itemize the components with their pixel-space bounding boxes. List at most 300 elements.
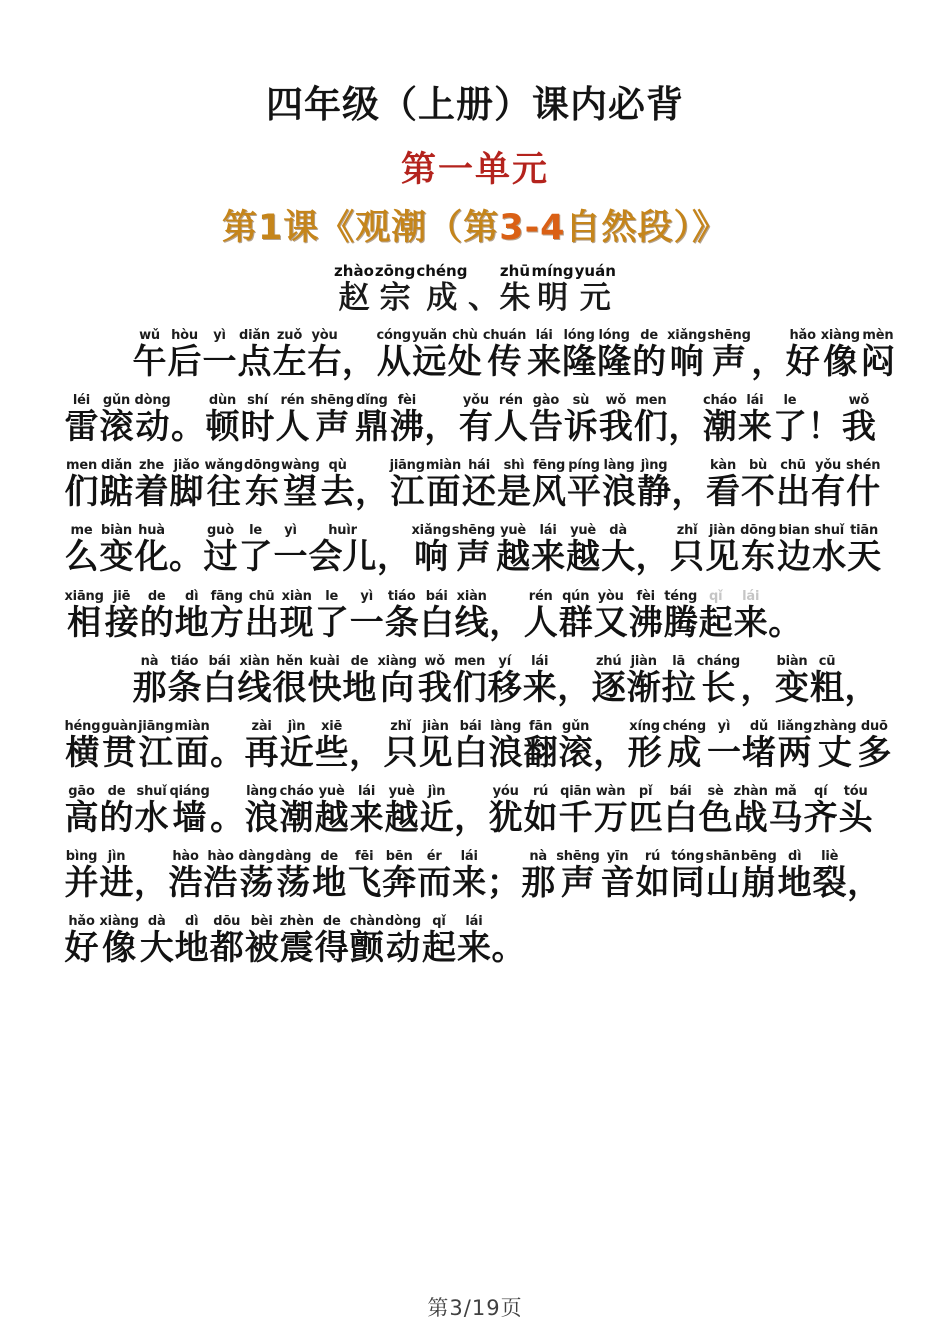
hanzi-with-pinyin: 不bù (741, 458, 776, 513)
hanzi-with-pinyin: 变biàn (99, 523, 134, 578)
pinyin-annotation: qún (558, 588, 593, 604)
hanzi-with-pinyin: 起qǐ (421, 914, 456, 969)
hanzi-with-pinyin: 浪làng (488, 718, 523, 773)
pinyin-annotation: hái (462, 458, 497, 474)
hanzi-with-pinyin: 大dà (601, 523, 636, 578)
hanzi-with-pinyin: 是shì (497, 458, 532, 513)
hanzi-with-pinyin: 有yǒu (458, 393, 493, 448)
pinyin-annotation: shuǐ (134, 783, 169, 799)
hanzi-with-pinyin: 些xiē (314, 718, 349, 773)
hanzi-with-pinyin: 长cháng (696, 653, 740, 708)
punctuation: ， (349, 732, 384, 773)
pinyin-annotation: bian (777, 523, 812, 539)
pinyin-annotation: xiàn (237, 653, 272, 669)
hanzi-with-pinyin: 那nà (521, 848, 556, 903)
hanzi-with-pinyin: 过guò (203, 523, 238, 578)
hanzi-with-pinyin: 踮diǎn (99, 458, 134, 513)
pinyin-annotation: lái (733, 588, 768, 604)
hanzi-with-pinyin: 面miàn (174, 718, 210, 773)
hanzi-with-pinyin: 粗cū (809, 653, 844, 708)
hanzi-with-pinyin: 高gāo (64, 783, 99, 838)
pinyin-annotation: wǒ (598, 393, 633, 409)
pinyin-annotation: dǔ (741, 718, 776, 734)
pinyin-annotation: shēng (556, 848, 600, 864)
punctuation: 。 (171, 407, 205, 448)
hanzi-with-pinyin: 风fēng (532, 458, 567, 513)
pinyin-annotation: gǔn (99, 393, 134, 409)
pinyin-annotation: bái (202, 653, 237, 669)
punctuation: ， (377, 537, 411, 578)
lesson-title-part2: 自然段）》 (565, 208, 729, 248)
hanzi-with-pinyin: 荡dàng (275, 848, 312, 903)
pinyin-annotation: xiāng (64, 588, 104, 604)
pinyin-annotation: tóng (670, 848, 705, 864)
pinyin-annotation: men (64, 458, 99, 474)
pinyin-annotation: liè (812, 848, 847, 864)
pinyin-annotation: rú (523, 783, 558, 799)
hanzi-with-pinyin: 脚jiǎo (169, 458, 204, 513)
hanzi-with-pinyin: 来lái (733, 588, 768, 643)
hanzi-with-pinyin: 颤chàn (349, 914, 384, 969)
pinyin-annotation: ér (417, 848, 452, 864)
pinyin-annotation: shì (497, 458, 532, 474)
pinyin-annotation: xiē (314, 718, 349, 734)
hanzi-with-pinyin: 水shuǐ (134, 783, 169, 838)
hanzi-with-pinyin: 着zhe (134, 458, 169, 513)
hanzi-with-pinyin: 逐zhú (591, 653, 626, 708)
punctuation: ， (489, 602, 524, 643)
hanzi-with-pinyin: 如rú (635, 848, 670, 903)
pinyin-annotation: lái (527, 328, 562, 344)
hanzi-with-pinyin: 相xiāng (64, 588, 104, 643)
pinyin-annotation: fēng (532, 458, 567, 474)
pinyin-annotation: jiǎo (169, 458, 204, 474)
pinyin-annotation: zhàng (813, 718, 857, 734)
pinyin-annotation: de (99, 783, 134, 799)
pinyin-annotation: dì (174, 588, 209, 604)
hanzi-with-pinyin: 看kàn (706, 458, 741, 513)
pinyin-annotation: hào (203, 848, 238, 864)
hanzi-with-pinyin: 再zài (244, 718, 279, 773)
hanzi-with-pinyin: 了le (238, 523, 273, 578)
pinyin-annotation: dà (139, 914, 174, 930)
pinyin-annotation: qù (320, 458, 355, 474)
hanzi-with-pinyin: 东dōng (740, 523, 777, 578)
pinyin-annotation: dōng (244, 458, 281, 474)
hanzi-with-pinyin: 成chéng (662, 718, 706, 773)
pinyin-annotation: zhào (334, 262, 374, 280)
pinyin-annotation: nà (521, 848, 556, 864)
pinyin-annotation: mèn (860, 328, 895, 344)
pinyin-annotation: me (64, 523, 99, 539)
hanzi-with-pinyin: 滚gǔn (558, 718, 593, 773)
hanzi-with-pinyin: 音yīn (600, 848, 635, 903)
pinyin-annotation: rú (635, 848, 670, 864)
hanzi-with-pinyin: 闷mèn (860, 328, 895, 383)
hanzi-with-pinyin: 右yòu (307, 328, 342, 383)
hanzi-with-pinyin: 天tiān (847, 523, 882, 578)
pinyin-annotation: hòu (167, 328, 202, 344)
hanzi-with-pinyin: 我wǒ (417, 653, 452, 708)
hanzi-with-pinyin: 地dì (174, 588, 209, 643)
pinyin-annotation: shēng (707, 328, 751, 344)
hanzi-with-pinyin: 远yuǎn (411, 328, 447, 383)
pinyin-annotation: de (632, 328, 667, 344)
hanzi-with-pinyin: 白bái (663, 783, 698, 838)
hanzi-with-pinyin: 向xiàng (377, 653, 417, 708)
pinyin-annotation: duō (857, 718, 892, 734)
pinyin-annotation: fān (523, 718, 558, 734)
hanzi-with-pinyin: 人rén (523, 588, 558, 643)
pinyin-annotation: bái (453, 718, 488, 734)
pinyin-annotation: jìn (99, 848, 134, 864)
hanzi-with-pinyin: 成chéng (416, 262, 468, 316)
hanzi-with-pinyin: 声shēng (310, 393, 354, 448)
pinyin-annotation: làng (602, 458, 637, 474)
hanzi-with-pinyin: 多duō (857, 718, 892, 773)
paragraph (64, 653, 892, 969)
hanzi-with-pinyin: 顿dùn (205, 393, 240, 448)
pinyin-annotation: qiáng (169, 783, 210, 799)
hanzi-with-pinyin: 被bèi (244, 914, 279, 969)
hanzi-with-pinyin: 动dòng (384, 914, 421, 969)
hanzi-with-pinyin: 同tóng (670, 848, 705, 903)
hanzi-with-pinyin: 越yuè (384, 783, 419, 838)
pinyin-annotation: dì (777, 848, 812, 864)
pinyin-annotation: chù (447, 328, 482, 344)
hanzi-with-pinyin: 群qún (558, 588, 593, 643)
hanzi-with-pinyin: 沸fèi (628, 588, 663, 643)
pinyin-annotation: miàn (425, 458, 462, 474)
hanzi-with-pinyin: 江jiāng (138, 718, 174, 773)
hanzi-with-pinyin: 告gào (528, 393, 563, 448)
hanzi-with-pinyin: 声shēng (556, 848, 600, 903)
pinyin-annotation: làng (244, 783, 279, 799)
pinyin-annotation: rén (275, 393, 310, 409)
hanzi-with-pinyin: 都dōu (209, 914, 244, 969)
hanzi-with-pinyin: 们men (64, 458, 99, 513)
pinyin-annotation: wàng (281, 458, 320, 474)
pinyin-annotation: yīn (600, 848, 635, 864)
pinyin-annotation: fāng (209, 588, 244, 604)
hanzi-with-pinyin: 近jìn (279, 718, 314, 773)
hanzi-with-pinyin: 浩hào (168, 848, 203, 903)
hanzi-with-pinyin: 地dì (174, 914, 209, 969)
pinyin-annotation: le (772, 393, 807, 409)
pinyin-annotation: léi (64, 393, 99, 409)
text-line (64, 718, 892, 773)
pinyin-annotation: tóu (838, 783, 873, 799)
hanzi-with-pinyin: 边bian (777, 523, 812, 578)
pinyin-annotation: yì (706, 718, 741, 734)
pinyin-annotation: yì (202, 328, 237, 344)
punctuation: ， (847, 862, 882, 903)
hanzi-with-pinyin: 元yuán (574, 262, 616, 316)
pinyin-annotation: dǐng (354, 393, 389, 409)
hanzi-with-pinyin: 贯guàn (101, 718, 138, 773)
pinyin-annotation: yòu (593, 588, 628, 604)
pinyin-annotation: yǒu (811, 458, 846, 474)
hanzi-with-pinyin: 了le (314, 588, 349, 643)
punctuation: 。 (491, 928, 526, 969)
hanzi-with-pinyin: 化huà (134, 523, 169, 578)
hanzi-with-pinyin: 们men (452, 653, 487, 708)
hanzi-with-pinyin: 条tiáo (167, 653, 202, 708)
hanzi-with-pinyin: 变biàn (774, 653, 809, 708)
hanzi-with-pinyin: 江jiāng (389, 458, 425, 513)
pinyin-annotation: biàn (99, 523, 134, 539)
pinyin-annotation: jiē (104, 588, 139, 604)
hanzi-with-pinyin: 现xiàn (279, 588, 314, 643)
pinyin-annotation: de (314, 914, 349, 930)
hanzi-with-pinyin: 浪làng (602, 458, 637, 513)
hanzi-with-pinyin: 两liǎng (776, 718, 813, 773)
hanzi-with-pinyin: 进jìn (99, 848, 134, 903)
hanzi-with-pinyin: 来lái (452, 848, 487, 903)
hanzi-with-pinyin: 地dì (777, 848, 812, 903)
pinyin-annotation: qǐ (698, 588, 733, 604)
hanzi-with-pinyin: 大dà (139, 914, 174, 969)
punctuation: 、 (467, 280, 499, 316)
pinyin-annotation: lóng (562, 328, 597, 344)
pinyin-annotation: de (342, 653, 377, 669)
hanzi-with-pinyin: 翻fān (523, 718, 558, 773)
pinyin-annotation: bèi (244, 914, 279, 930)
pinyin-annotation: yì (349, 588, 384, 604)
hanzi-with-pinyin: 有yǒu (811, 458, 846, 513)
pinyin-annotation: sù (563, 393, 598, 409)
hanzi-with-pinyin: 齐qí (803, 783, 838, 838)
pinyin-annotation: yuè (384, 783, 419, 799)
hanzi-with-pinyin: 崩bēng (740, 848, 777, 903)
pinyin-annotation: men (452, 653, 487, 669)
pinyin-annotation: dàng (275, 848, 312, 864)
pinyin-annotation: dōng (740, 523, 777, 539)
hanzi-with-pinyin: 来lái (527, 328, 562, 383)
pinyin-annotation: xiàn (279, 588, 314, 604)
pinyin-annotation: cóng (376, 328, 411, 344)
pinyin-annotation: téng (663, 588, 698, 604)
hanzi-with-pinyin: 堵dǔ (741, 718, 776, 773)
pinyin-annotation: cháng (696, 653, 740, 669)
hanzi-with-pinyin: 会儿huìr (308, 523, 377, 578)
hanzi-with-pinyin: 方fāng (209, 588, 244, 643)
pinyin-annotation: qǐ (421, 914, 456, 930)
pinyin-annotation: xiàng (820, 328, 860, 344)
pinyin-annotation: chū (244, 588, 279, 604)
hanzi-with-pinyin: 腾téng (663, 588, 698, 643)
pinyin-annotation: bēng (740, 848, 777, 864)
pinyin-annotation: zuǒ (272, 328, 307, 344)
pinyin-annotation: hǎo (64, 914, 99, 930)
hanzi-with-pinyin: 战zhàn (733, 783, 768, 838)
punctuation: 。 (768, 602, 803, 643)
pinyin-annotation: hǎo (785, 328, 820, 344)
hanzi-with-pinyin: 点diǎn (237, 328, 272, 383)
hanzi-with-pinyin: 见jiàn (705, 523, 740, 578)
pinyin-annotation: chéng (416, 262, 468, 280)
hanzi-with-pinyin: 水shuǐ (812, 523, 847, 578)
hanzi-with-pinyin: 人rén (275, 393, 310, 448)
text-line (64, 524, 886, 577)
hanzi-with-pinyin: 飞fēi (347, 848, 382, 903)
pinyin-annotation: jìng (637, 458, 672, 474)
pinyin-annotation: lái (456, 914, 491, 930)
hanzi-with-pinyin: 鼎dǐng (354, 393, 389, 448)
pinyin-annotation: wǎng (204, 458, 244, 474)
hanzi-with-pinyin: 近jìn (419, 783, 454, 838)
hanzi-with-pinyin: 犹yóu (488, 783, 523, 838)
hanzi-with-pinyin: 声shēng (707, 328, 751, 383)
hanzi-with-pinyin: 而ér (417, 848, 452, 903)
hanzi-with-pinyin: 传chuán (482, 328, 527, 383)
punctuation: ， (342, 342, 376, 383)
unit-title: 第一单元 (400, 150, 549, 190)
hanzi-with-pinyin: 一yì (273, 523, 308, 578)
pinyin-annotation: jìn (279, 718, 314, 734)
hanzi-with-pinyin: 声shēng (451, 523, 496, 578)
hanzi-with-pinyin: 那nà (132, 653, 167, 708)
text-line (64, 328, 895, 383)
pinyin-annotation: lā (661, 653, 696, 669)
hanzi-with-pinyin: 的de (632, 328, 667, 383)
pinyin-annotation: fèi (628, 588, 663, 604)
pinyin-annotation: qiān (558, 783, 593, 799)
hanzi-with-pinyin: 去qù (320, 458, 355, 513)
text-line (64, 850, 886, 903)
pinyin-annotation: dì (174, 914, 209, 930)
hanzi-with-pinyin: 人rén (493, 393, 528, 448)
hanzi-with-pinyin: 潮cháo (279, 783, 314, 838)
hanzi-with-pinyin: 线xiàn (454, 588, 489, 643)
pinyin-annotation: lái (452, 848, 487, 864)
punctuation: ！ (807, 407, 842, 448)
text-line (64, 394, 886, 447)
pinyin-annotation: nà (132, 653, 167, 669)
pinyin-annotation: bìng (64, 848, 99, 864)
pinyin-annotation: shí (240, 393, 275, 409)
hanzi-with-pinyin: 地de (312, 848, 347, 903)
pinyin-annotation: dàng (238, 848, 275, 864)
hanzi-with-pinyin: 又yòu (593, 588, 628, 643)
hanzi-with-pinyin: 我wǒ (841, 393, 876, 448)
hanzi-with-pinyin: 并bìng (64, 848, 99, 903)
pinyin-annotation: le (238, 523, 273, 539)
pinyin-annotation: lái (522, 653, 557, 669)
hanzi-with-pinyin: 沸fèi (389, 393, 424, 448)
pinyin-annotation: bái (663, 783, 698, 799)
pinyin-annotation: yǒu (458, 393, 493, 409)
hanzi-with-pinyin: 潮cháo (702, 393, 737, 448)
pinyin-annotation: guò (203, 523, 238, 539)
pinyin-annotation: yóu (488, 783, 523, 799)
pinyin-annotation: làng (488, 718, 523, 734)
hanzi-with-pinyin: 形xíng (627, 718, 662, 773)
hanzi-with-pinyin: 得de (314, 914, 349, 969)
hanzi-with-pinyin: 午wǔ (132, 328, 167, 383)
pinyin-annotation: bái (419, 588, 454, 604)
hanzi-with-pinyin: 快kuài (307, 653, 342, 708)
punctuation: 。 (210, 797, 245, 838)
pinyin-annotation: fēi (347, 848, 382, 864)
pinyin-annotation: jiāng (138, 718, 174, 734)
pinyin-annotation: rén (523, 588, 558, 604)
pinyin-annotation: cháo (279, 783, 314, 799)
punctuation: ， (671, 472, 706, 513)
hanzi-with-pinyin: 拉lā (661, 653, 696, 708)
hanzi-with-pinyin: 东dōng (244, 458, 281, 513)
hanzi-with-pinyin: 好hǎo (785, 328, 820, 383)
hanzi-with-pinyin: 如rú (523, 783, 558, 838)
hanzi-with-pinyin: 像xiàng (820, 328, 860, 383)
pinyin-annotation: jìn (419, 783, 454, 799)
pinyin-annotation: zài (244, 718, 279, 734)
pinyin-annotation: dòng (384, 914, 421, 930)
pinyin-annotation: mǎ (768, 783, 803, 799)
punctuation: ， (751, 342, 786, 383)
hanzi-with-pinyin: 万wàn (593, 783, 628, 838)
punctuation: 。 (169, 537, 203, 578)
hanzi-with-pinyin: 诉sù (563, 393, 598, 448)
pinyin-annotation: sè (698, 783, 733, 799)
pinyin-annotation: miàn (174, 718, 210, 734)
hanzi-with-pinyin: 马mǎ (768, 783, 803, 838)
pinyin-annotation: lái (349, 783, 384, 799)
hanzi-with-pinyin: 奔bēn (382, 848, 417, 903)
hanzi-with-pinyin: 千qiān (558, 783, 593, 838)
pinyin-annotation: zhe (134, 458, 169, 474)
pinyin-annotation: dōu (209, 914, 244, 930)
pinyin-annotation: yuán (574, 262, 616, 280)
pinyin-annotation: yòu (307, 328, 342, 344)
hanzi-with-pinyin: 隆lóng (562, 328, 597, 383)
pinyin-annotation: bù (741, 458, 776, 474)
hanzi-with-pinyin: 出chū (244, 588, 279, 643)
hanzi-with-pinyin: 往wǎng (204, 458, 244, 513)
hanzi-with-pinyin: 一yì (202, 328, 237, 383)
text-line (64, 785, 886, 838)
hanzi-with-pinyin: 墙qiáng (169, 783, 210, 838)
hanzi-with-pinyin: 动dòng (134, 393, 171, 448)
hanzi-with-pinyin: 明míng (531, 262, 574, 316)
hanzi-with-pinyin: 从cóng (376, 328, 411, 383)
hanzi-with-pinyin: 条tiáo (384, 588, 419, 643)
hanzi-with-pinyin: 后hòu (167, 328, 202, 383)
hanzi-with-pinyin: 来lái (737, 393, 772, 448)
pinyin-annotation: pǐ (628, 783, 663, 799)
pinyin-annotation: tiáo (167, 653, 202, 669)
pinyin-annotation: xiàng (99, 914, 139, 930)
hanzi-with-pinyin: 越yuè (314, 783, 349, 838)
pinyin-annotation: shén (846, 458, 881, 474)
pinyin-annotation: héng (64, 718, 101, 734)
pinyin-annotation: shān (705, 848, 740, 864)
hanzi-with-pinyin: 线xiàn (237, 653, 272, 708)
pinyin-annotation: píng (567, 458, 602, 474)
hanzi-with-pinyin: 裂liè (812, 848, 847, 903)
text-line (64, 655, 886, 708)
hanzi-with-pinyin: 宗zōng (374, 262, 416, 316)
lesson-title (0, 200, 950, 250)
pinyin-annotation: zhǐ (670, 523, 705, 539)
pinyin-annotation: qí (803, 783, 838, 799)
pinyin-annotation: shuǐ (812, 523, 847, 539)
hanzi-with-pinyin: 移yí (487, 653, 522, 708)
pinyin-annotation: gāo (64, 783, 99, 799)
pinyin-annotation: jiàn (418, 718, 453, 734)
book-title: 四年级（上册）课内必背 (266, 83, 684, 126)
pinyin-annotation: diǎn (237, 328, 272, 344)
